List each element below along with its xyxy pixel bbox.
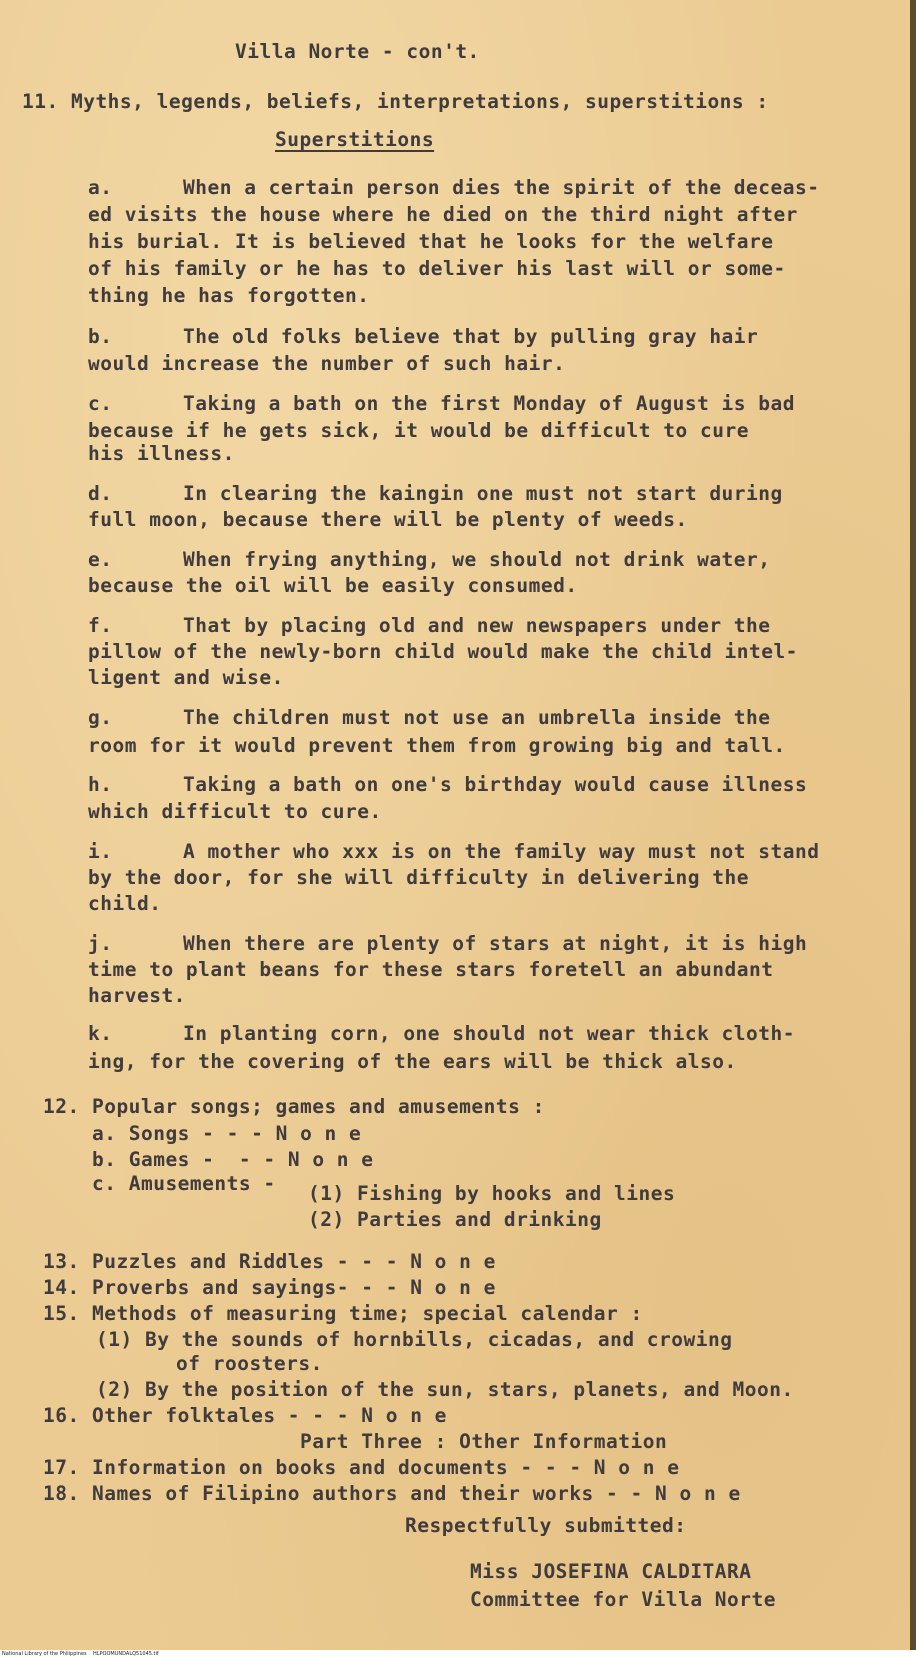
item-line: ing, for the covering of the ears will be thick also. [88,1050,737,1073]
item-line: ed visits the house where he died on the third night after [88,203,798,226]
item-line: of his family or he has to deliver his last will or some- [88,257,786,280]
item-line: full moon, because there will be plenty of weeds. [88,508,688,531]
section-14: 14. Proverbs and sayings- - - N o n e [43,1276,496,1299]
item-letter: c. [88,392,113,415]
item-letter: h. [88,773,113,796]
item-letter: b. [88,325,113,348]
amusement-item: (1) Fishing by hooks and lines [308,1182,676,1205]
item-letter: j. [88,932,113,955]
time-method: (1) By the sounds of hornbills, cicadas, and crowing [96,1328,733,1351]
item-letter: g. [88,706,113,729]
item-line: room for it would prevent them from growing big and tall. [88,734,786,757]
item-letter: i. [88,840,113,863]
item-letter: a. [88,176,113,199]
item-line: time to plant beans for these stars foretell an abundant [88,958,774,981]
item-line: When frying anything, we should not drink water, [183,548,771,571]
item-line: which difficult to cure. [88,800,382,823]
section-16: 16. Other folktales - - - N o n e [43,1404,447,1427]
page-edge-shadow [910,0,916,1650]
superstitions-subheading: Superstitions [275,128,435,151]
section-18: 18. Names of Filipino authors and their works - - N o n e [43,1482,741,1505]
item-line: That by placing old and new newspapers under the [183,614,771,637]
item-line: his burial. It is believed that he looks for the welfare [88,230,774,253]
item-line: In planting corn, one should not wear thick cloth- [183,1022,795,1045]
item-line: The old folks believe that by pulling gray hair [183,325,759,348]
item-letter: e. [88,548,113,571]
item-line: because the oil will be easily consumed. [88,574,578,597]
scan-footer-text: National Library of the Philippines HLPOOMUNDALQ51045.tif [2,1651,159,1657]
signatory-name: Miss JOSEFINA CALDITARA [470,1560,752,1583]
closing-salutation: Respectfully submitted: [405,1514,687,1537]
item-line: because if he gets sick, it would be difficult to cure [88,419,749,442]
item-line: child. [88,892,162,915]
item-letter: k. [88,1022,113,1045]
time-method-continued: of roosters. [176,1352,323,1375]
item-letter: d. [88,482,113,505]
section-15-heading: 15. Methods of measuring time; special calendar : [43,1302,643,1325]
signatory-role: Committee for Villa Norte [470,1588,776,1611]
songs-line: a. Songs - - - N o n e [92,1122,362,1145]
item-line: When there are plenty of stars at night, it is high [183,932,808,955]
item-line: ligent and wise. [88,666,284,689]
games-line: b. Games - - - N o n e [92,1148,374,1171]
section-17: 17. Information on books and documents - - - N o n e [43,1456,680,1479]
item-line: his illness. [88,442,235,465]
part-three-heading: Part Three : Other Information [300,1430,668,1453]
item-line: harvest. [88,984,186,1007]
item-line: thing he has forgotten. [88,284,370,307]
item-line: The children must not use an umbrella inside the [183,706,771,729]
item-line: by the door, for she will difficulty in delivering the [88,866,749,889]
item-line: pillow of the newly-born child would make the child intel- [88,640,798,663]
amusement-item: (2) Parties and drinking [308,1208,602,1231]
section-12-heading: 12. Popular songs; games and amusements : [43,1095,545,1118]
item-line: When a certain person dies the spirit of the deceas- [183,176,820,199]
item-line: A mother who xxx is on the family way must not stand [183,840,820,863]
item-line: Taking a bath on the first Monday of August is bad [183,392,795,415]
item-letter: f. [88,614,113,637]
time-method: (2) By the position of the sun, stars, planets, and Moon. [96,1378,794,1401]
section-11-heading: 11. Myths, legends, beliefs, interpretations, superstitions : [22,90,769,113]
page-title: Villa Norte - con't. [235,40,480,63]
item-line: In clearing the kaingin one must not start during [183,482,783,505]
item-line: would increase the number of such hair. [88,352,566,375]
amusements-label: c. Amusements - [92,1172,276,1195]
item-line: Taking a bath on one's birthday would cause illness [183,773,808,796]
section-13: 13. Puzzles and Riddles - - - N o n e [43,1250,496,1273]
